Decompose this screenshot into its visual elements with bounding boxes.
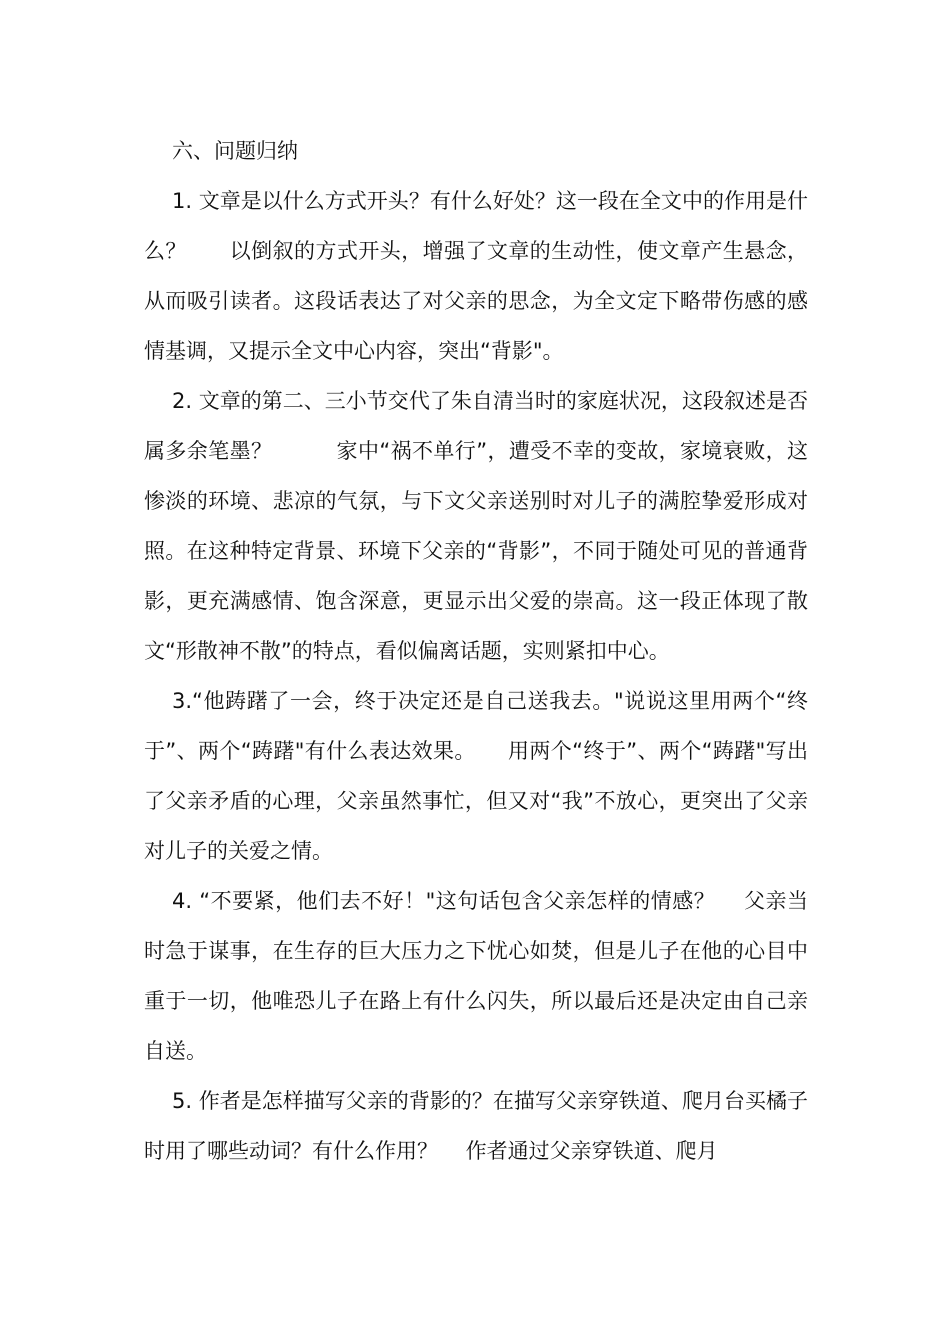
question-paragraph-5: 5. 作者是怎样描写父亲的背影的？在描写父亲穿铁道、爬月台买橘子时用了哪些动词？有什么作用？ 作者通过父亲穿铁道、爬月 — [144, 1089, 808, 1163]
question-paragraph-1: 1. 文章是以什么方式开头？有什么好处？这一段在全文中的作用是什么？ 以倒叙的方式开头，增强了文章的生动性，使文章产生悬念，从而吸引读者。这段话表达了对父亲的思念，为全文定下略带伤感的感情基调，又提示全文中心内容，突出“背影"。 — [144, 189, 808, 363]
question-paragraph-3: 3.“他踌躇了一会，终于决定还是自己送我去。"说说这里用两个“终于”、两个“踌躇"有什么表达效果。 用两个“终于”、两个“踌躇"写出了父亲矛盾的心理，父亲虽然事忙，但又对“我”不放心，更突出了父亲对儿子的关爱之情。 — [144, 689, 808, 863]
question-paragraph-2: 2. 文章的第二、三小节交代了朱自清当时的家庭状况，这段叙述是否属多余笔墨？ 家中“祸不单行”，遭受不幸的变故，家境衰败，这惨淡的环境、悲凉的气氛，与下文父亲送别时对儿子的满腔挚爱形成对照。在这种特定背景、环境下父亲的“背影”，不同于随处可见的普通背影，更充满感情、饱含深意，更显示出父爱的崇高。这一段正体现了散文“形散神不散”的特点，看似偏离话题，实则紧扣中心。 — [144, 389, 808, 663]
question-paragraph-4: 4. “不要紧，他们去不好！"这句话包含父亲怎样的情感？ 父亲当时急于谋事，在生存的巨大压力之下忧心如焚，但是儿子在他的心目中重于一切，他唯恐儿子在路上有什么闪失，所以最后还是决定由自己亲自送。 — [144, 889, 808, 1063]
section-heading: 六、问题归纳 — [172, 139, 298, 163]
document-page — [144, 126, 808, 1176]
